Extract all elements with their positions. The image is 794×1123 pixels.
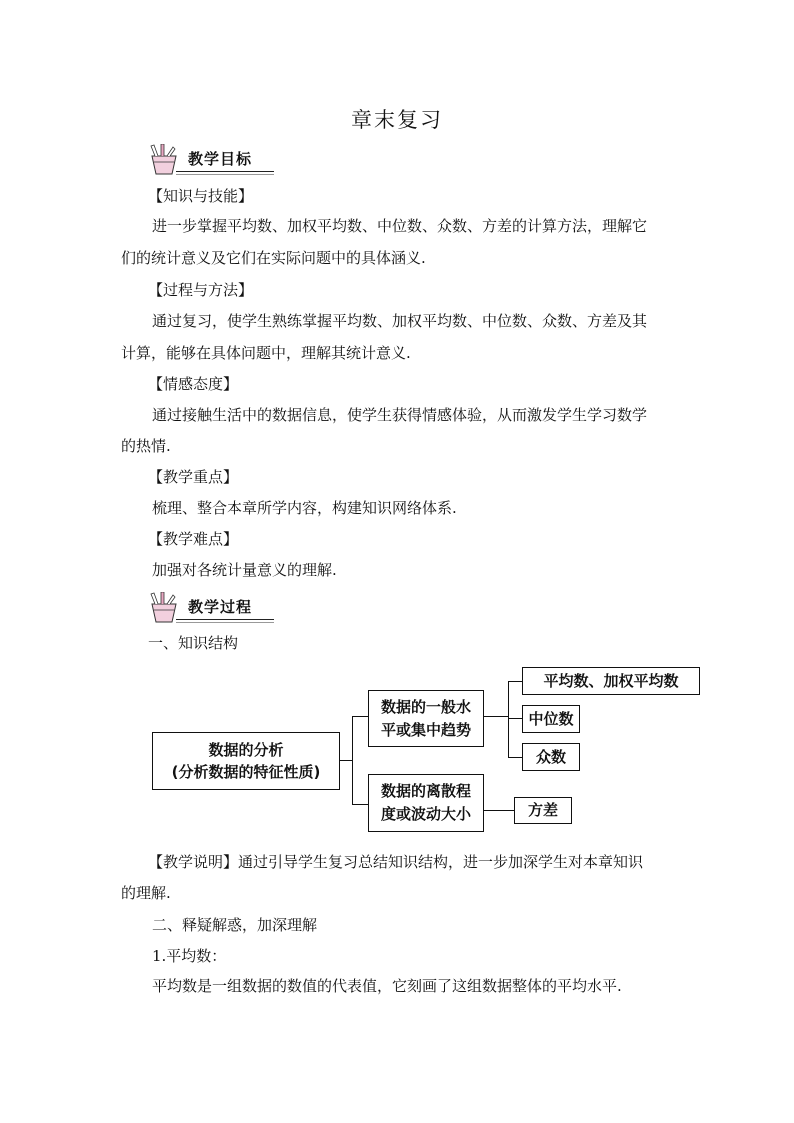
connector [352, 716, 368, 717]
dispersion-line-2: 度或波动大小 [380, 805, 471, 823]
connector [352, 804, 368, 805]
process-method-text-2: 计算，能够在具体问题中，理解其统计意义. [121, 344, 411, 362]
dispersion-box [368, 774, 484, 832]
mode-box: 众数 [522, 743, 580, 771]
page-title: 章末复习 [351, 108, 443, 132]
teaching-note-text-2: 的理解. [121, 884, 171, 902]
central-tendency-line-2: 平或集中趋势 [380, 721, 471, 739]
variance-box: 方差 [514, 797, 572, 824]
central-tendency-line-1: 数据的一般水 [380, 698, 471, 716]
emotion-heading: 【情感态度】 [148, 375, 239, 393]
process-banner [146, 592, 276, 624]
central-tendency-box [368, 690, 484, 747]
dispersion-line-1: 数据的离散程 [380, 782, 471, 800]
emotion-text-1: 通过接触生活中的数据信息，使学生获得情感体验，从而激发学生学习数学 [152, 406, 648, 424]
banner-underline-light [176, 174, 274, 175]
connector [508, 681, 522, 682]
mean-box: 平均数、加权平均数 [522, 667, 700, 695]
objectives-banner-label: 教学目标 [188, 150, 253, 168]
key-point-text: 梳理、整合本章所学内容，构建知识网络体系. [152, 499, 457, 517]
item-1-text: 平均数是一组数据的数值的代表值，它刻画了这组数据整体的平均水平. [152, 977, 622, 995]
connector [352, 716, 353, 804]
banner-underline [176, 171, 274, 172]
banner-underline-light [176, 622, 274, 623]
connector [484, 810, 514, 811]
objectives-banner [146, 144, 276, 176]
process-method-heading: 【过程与方法】 [148, 281, 254, 299]
section-2-heading: 二、释疑解惑，加深理解 [152, 916, 318, 934]
difficulty-heading: 【教学难点】 [148, 530, 239, 548]
key-point-heading: 【教学重点】 [148, 468, 239, 486]
process-banner-label: 教学过程 [188, 598, 253, 616]
connector [508, 681, 509, 757]
emotion-text-2: 的热情. [121, 437, 171, 455]
connector [508, 757, 522, 758]
process-method-text-1: 通过复习，使学生熟练掌握平均数、加权平均数、中位数、众数、方差及其 [152, 312, 648, 330]
root-box [152, 732, 340, 790]
connector [508, 718, 522, 719]
root-box-line-1: 数据的分析 [208, 741, 284, 759]
banner-underline [176, 619, 274, 620]
knowledge-heading: 【知识与技能】 [148, 187, 254, 205]
median-box: 中位数 [522, 705, 580, 733]
root-box-line-2: (分析数据的特征性质) [171, 763, 321, 781]
item-1-heading: 1.平均数： [152, 947, 227, 965]
knowledge-text-2: 们的统计意义及它们在实际问题中的具体涵义. [121, 249, 426, 267]
teaching-note-text-1: 【教学说明】通过引导学生复习总结知识结构，进一步加深学生对本章知识 [148, 853, 644, 871]
structure-heading: 一、知识结构 [148, 634, 239, 652]
knowledge-text-1: 进一步掌握平均数、加权平均数、中位数、众数、方差的计算方法，理解它 [152, 217, 648, 235]
connector [484, 716, 508, 717]
difficulty-text: 加强对各统计量意义的理解. [152, 561, 337, 579]
connector [340, 760, 352, 761]
